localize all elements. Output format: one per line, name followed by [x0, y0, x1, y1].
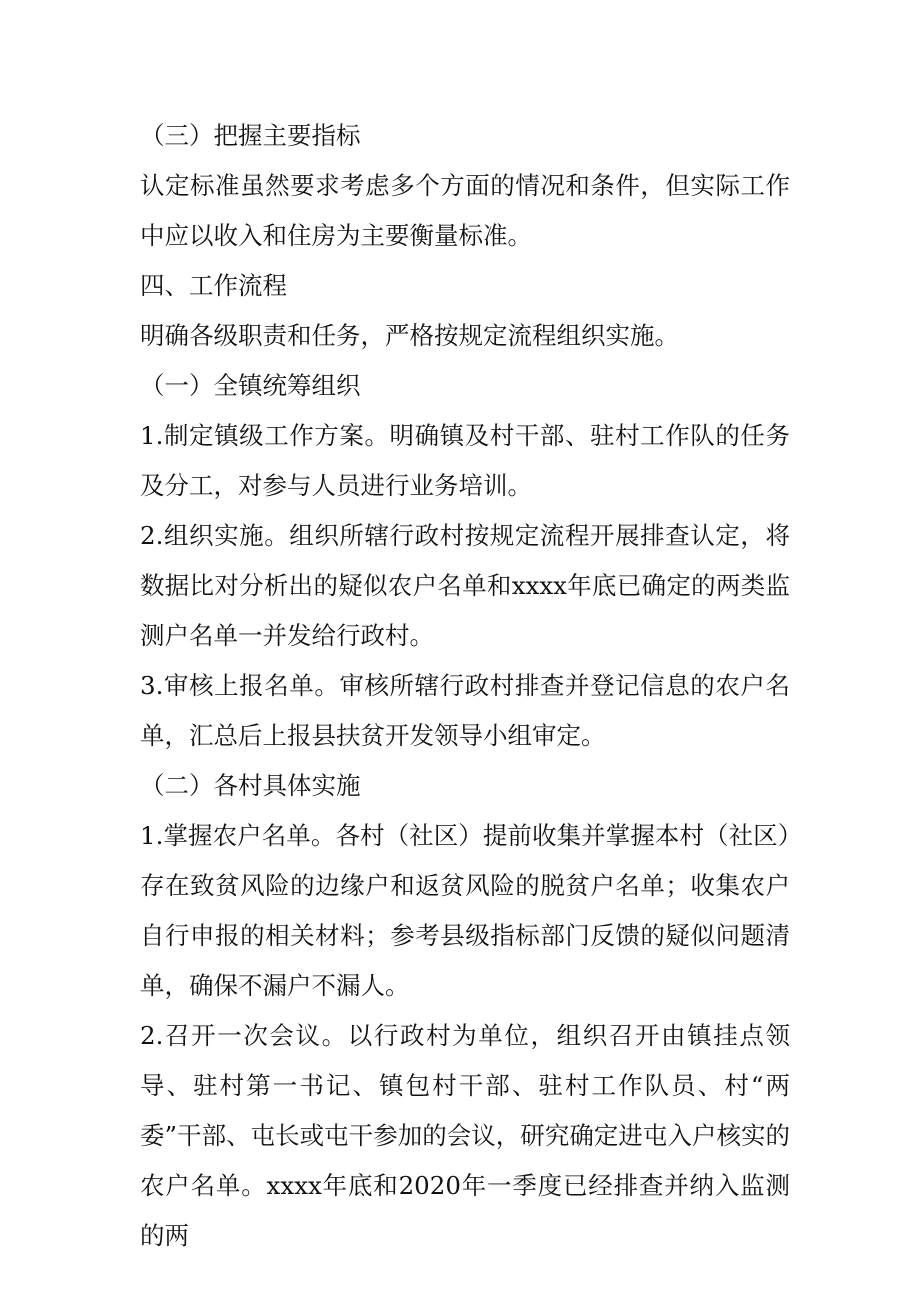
paragraph-identification-standard: 认定标准虽然要求考虑多个方面的情况和条件，但实际工作中应以收入和住房为主要衡量标准。	[140, 171, 790, 250]
heading-work-process: 四、工作流程	[140, 271, 287, 300]
subheading-grasp-main-indicators: （三）把握主要指标	[140, 121, 361, 150]
subheading-village-implementation: （二）各村具体实施	[140, 771, 361, 800]
paragraph-master-household-list: 1.掌握农户名单。各村（社区）提前收集并掌握本村（社区）存在致贫风险的边缘户和返贫风险的脱贫户名单；收集农户自行申报的相关材料；参考县级指标部门反馈的疑似问题清单，确保不漏户不漏人。	[140, 821, 790, 1000]
document-body	[140, 111, 790, 1261]
paragraph-review-report-list: 3.审核上报名单。审核所辖行政村排查并登记信息的农户名单，汇总后上报县扶贫开发领导小组审定。	[140, 671, 790, 750]
paragraph-clarify-duties: 明确各级职责和任务，严格按规定流程组织实施。	[140, 321, 679, 350]
paragraph-organize-implementation: 2.组织实施。组织所辖行政村按规定流程开展排查认定，将数据比对分析出的疑似农户名单和xxxx年底已确定的两类监测户名单一并发给行政村。	[140, 521, 790, 650]
paragraph-hold-meeting: 2.召开一次会议。以行政村为单位，组织召开由镇挂点领导、驻村第一书记、镇包村干部、驻村工作队员、村“两委”干部、屯长或屯干参加的会议，研究确定进屯入户核实的农户名单。xxxx年底和2020年一季度已经排查并纳入监测的两	[140, 1021, 790, 1250]
subheading-town-coordination: （一）全镇统筹组织	[140, 371, 361, 400]
paragraph-town-work-plan: 1.制定镇级工作方案。明确镇及村干部、驻村工作队的任务及分工，对参与人员进行业务培训。	[140, 421, 790, 500]
